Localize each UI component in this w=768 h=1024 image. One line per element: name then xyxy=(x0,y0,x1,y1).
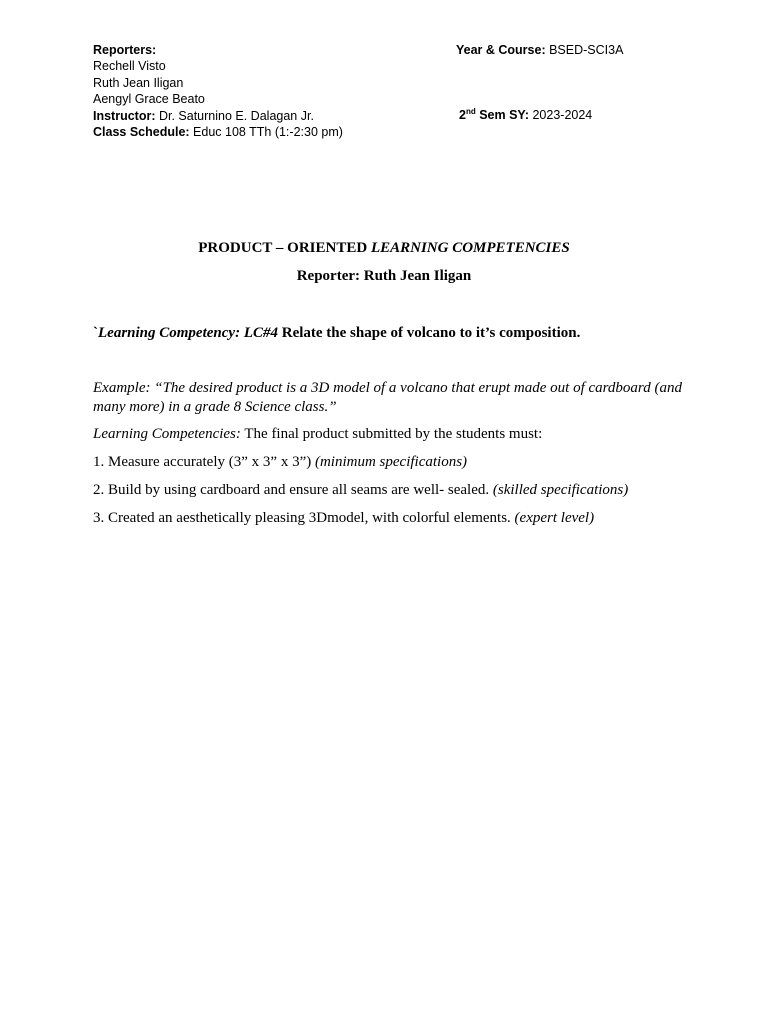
year-course-line: Year & Course: BSED-SCI3A xyxy=(456,43,624,57)
reporter-name: Aengyl Grace Beato xyxy=(93,92,205,107)
reporter-title: Reporter: Ruth Jean Iligan xyxy=(296,268,472,284)
reporter-name: Ruth Jean Iligan xyxy=(93,75,184,90)
header-info xyxy=(93,42,343,140)
list-item: 2. Build by using cardboard and ensure all seams are well- sealed. (skilled specifications) xyxy=(93,482,629,498)
document-title: PRODUCT – ORIENTED LEARNING COMPETENCIES xyxy=(198,240,570,256)
list-item: 3. Created an aesthetically pleasing 3Dmodel, with colorful elements. (expert level) xyxy=(93,510,595,526)
reporters-heading: Reporters: xyxy=(93,43,157,57)
reporter-name: Rechell Visto xyxy=(93,59,166,74)
schedule-line: Class Schedule: Educ 108 TTh (1:-2:30 pm) xyxy=(93,125,343,140)
instructor-line: Instructor: Dr. Saturnino E. Dalagan Jr. xyxy=(93,108,314,123)
semester-line: 2nd Sem SY: 2023-2024 xyxy=(459,106,593,122)
competencies-intro: Learning Competencies: The final product submitted by the students must: xyxy=(93,426,543,442)
learning-competency-line: `Learning Competency: LC#4 Relate the shape of volcano to it’s composition. xyxy=(93,325,581,341)
list-item: 1. Measure accurately (3” x 3” x 3”) (minimum specifications) xyxy=(93,454,468,470)
example-paragraph: Example: “The desired product is a 3D model of a volcano that erupt made out of cardboard (and many more) in a grade 8 Science class.” xyxy=(93,380,682,415)
